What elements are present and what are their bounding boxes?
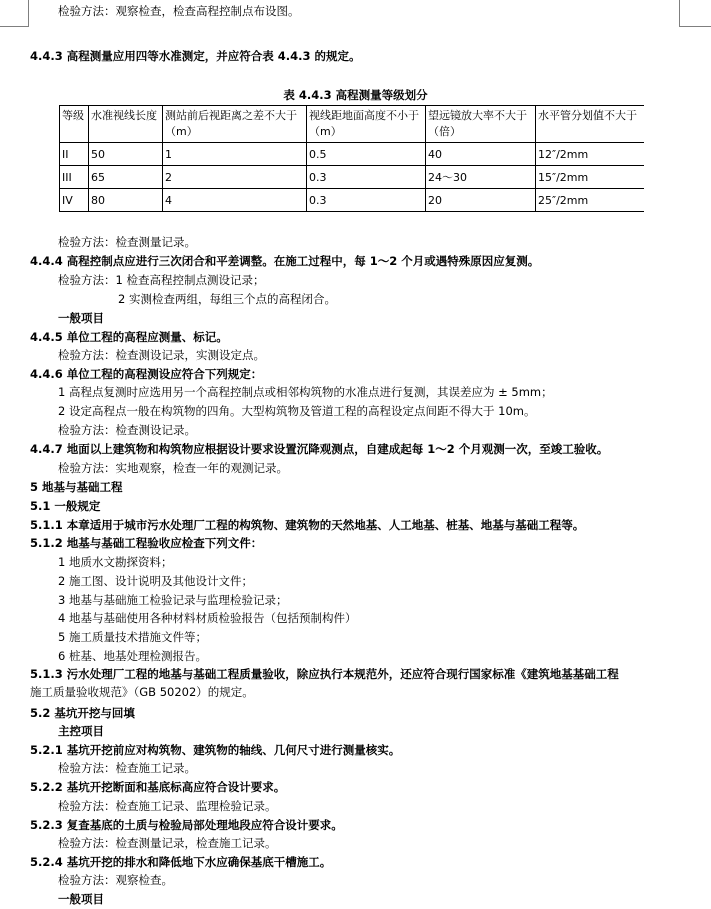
list-item: 5 施工质量技术措施文件等； (58, 630, 207, 644)
table-header-cell: 等级 (60, 106, 89, 143)
table-cell: 40 (426, 143, 536, 166)
crop-mark-left-horizontal (0, 26, 29, 27)
table-cell: 80 (89, 189, 163, 212)
table-caption: 表 4.4.3 高程测量等级划分 (283, 88, 428, 102)
table-header-cell: 水准视线长度 (89, 106, 163, 143)
table-cell: III (60, 166, 89, 189)
inspection-method: 检验方法：检查测设记录，实测设定点。 (58, 348, 265, 362)
clause-4-4-3: 4.4.3 高程测量应用四等水准测定，并应符合表 4.4.3 的规定。 (30, 49, 361, 63)
clause-5-2-2: 5.2.2 基坑开挖断面和基底标高应符合设计要求。 (30, 780, 286, 794)
chapter-heading: 5 地基与基础工程 (30, 480, 123, 494)
section-subheading: 一般项目 (58, 892, 104, 906)
crop-mark-right-horizontal (679, 26, 711, 27)
clause-5-2-4: 5.2.4 基坑开挖的排水和降低地下水应确保基底干槽施工。 (30, 855, 332, 869)
clause-4-4-4: 4.4.4 高程控制点应进行三次闭合和平差调整。在施工过程中，每 1～2 个月或遇特殊原因应复测。 (30, 254, 540, 268)
table-row (60, 166, 644, 189)
clause-5-1-3: 5.1.3 污水处理厂工程的地基与基础工程质量验收，除应执行本规范外，还应符合现行国家标准《建筑地基基础工程 (30, 667, 619, 681)
clause-4-4-7: 4.4.7 地面以上建筑物和构筑物应根据设计要求设置沉降观测点，自建成起每 1～2 个月观测一次，至竣工验收。 (30, 442, 609, 456)
inspection-method: 检验方法：检查施工记录、监理检验记录。 (58, 799, 277, 813)
text-line: 施工质量验收规范》（GB 50202）的规定。 (30, 685, 254, 699)
list-item: 1 地质水文勘探资料； (58, 555, 173, 569)
table-row (60, 189, 644, 212)
section-heading: 5.1 一般规定 (30, 499, 101, 513)
text-line: 检验方法：观察检查，检查高程控制点布设图。 (58, 4, 300, 18)
table-cell: 15″/2mm (536, 166, 644, 189)
table-header-cell: 水平管分划值不大于 (536, 106, 644, 143)
clause-5-1-2: 5.1.2 地基与基础工程验收应检查下列文件： (30, 536, 263, 550)
elevation-grade-table (59, 105, 644, 212)
table-cell: 1 (163, 143, 307, 166)
table-cell: 50 (89, 143, 163, 166)
table-header-cell: 视线距地面高度不小于（m） (307, 106, 426, 143)
crop-mark-right-vertical (679, 0, 680, 26)
table-header-cell: 测站前后视距离之差不大于（m） (163, 106, 307, 143)
section-subheading: 一般项目 (58, 311, 104, 325)
clause-4-4-6: 4.4.6 单位工程的高程测设应符合下列规定： (30, 367, 263, 381)
table-cell: II (60, 143, 89, 166)
table-cell: 25″/2mm (536, 189, 644, 212)
table-cell: 0.3 (307, 189, 426, 212)
table-cell: 0.3 (307, 166, 426, 189)
table-cell: 24～30 (426, 166, 536, 189)
clause-5-2-1: 5.2.1 基坑开挖前应对构筑物、建筑物的轴线、几何尺寸进行测量核实。 (30, 743, 401, 757)
list-item: 2 实测检查两组，每组三个点的高程闭合。 (118, 292, 336, 306)
list-item: 3 地基与基础施工检验记录与监理检验记录； (58, 593, 288, 607)
section-heading: 5.2 基坑开挖与回填 (30, 706, 135, 720)
list-item: 2 设定高程点一般在构筑物的四角。大型构筑物及管道工程的高程设定点间距不得大于 10m。 (58, 404, 536, 418)
crop-mark-left-vertical (28, 0, 29, 26)
table-row (60, 143, 644, 166)
inspection-method: 检验方法：检查测量记录，检查施工记录。 (58, 836, 277, 850)
clause-5-1-1: 5.1.1 本章适用于城市污水处理厂工程的构筑物、建筑物的天然地基、人工地基、桩基、地基与基础工程等。 (30, 518, 585, 532)
inspection-method: 检验方法：1 检查高程控制点测设记录； (58, 273, 265, 287)
list-item: 2 施工图、设计说明及其他设计文件； (58, 574, 253, 588)
clause-5-2-3: 5.2.3 复查基底的土质与检验局部处理地段应符合设计要求。 (30, 818, 343, 832)
section-subheading: 主控项目 (58, 724, 104, 738)
table-cell: 0.5 (307, 143, 426, 166)
list-item: 4 地基与基础使用各种材料材质检验报告（包括预制构件） (58, 611, 357, 625)
table-cell: 65 (89, 166, 163, 189)
table-cell: 4 (163, 189, 307, 212)
table-header-cell: 望远镜放大率不大于（倍） (426, 106, 536, 143)
clause-4-4-5: 4.4.5 单位工程的高程应测量、标记。 (30, 330, 228, 344)
table-cell: 20 (426, 189, 536, 212)
table-header-row (60, 106, 644, 143)
inspection-method: 检验方法：观察检查。 (58, 873, 173, 887)
inspection-method: 检验方法：实地观察，检查一年的观测记录。 (58, 461, 288, 475)
list-item: 6 桩基、地基处理检测报告。 (58, 649, 207, 663)
inspection-method: 检验方法：检查施工记录。 (58, 761, 196, 775)
inspection-method: 检验方法：检查测设记录。 (58, 423, 196, 437)
table-cell: IV (60, 189, 89, 212)
table-cell: 12″/2mm (536, 143, 644, 166)
table-cell: 2 (163, 166, 307, 189)
list-item: 1 高程点复测时应选用另一个高程控制点或相邻构筑物的水准点进行复测，其误差应为 ± 5mm； (58, 385, 553, 399)
inspection-method: 检验方法：检查测量记录。 (58, 235, 196, 249)
